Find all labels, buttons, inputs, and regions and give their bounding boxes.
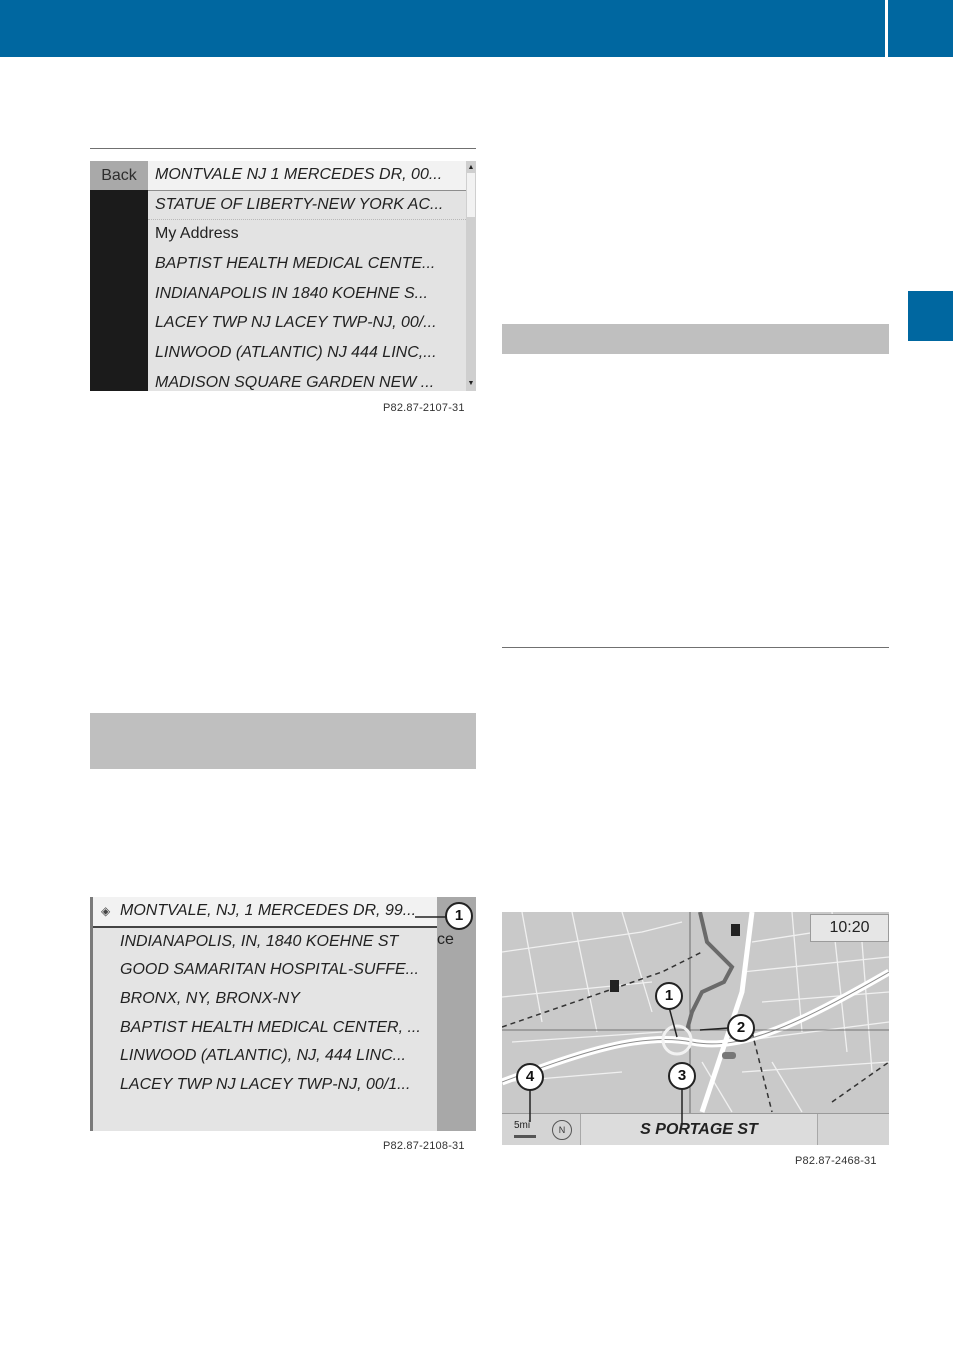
clock-display: 10:20 <box>810 914 889 942</box>
chapter-tab <box>908 291 953 341</box>
figure-code: P82.87-2468-31 <box>795 1155 877 1167</box>
callout-3: 3 <box>668 1062 696 1090</box>
list-item[interactable]: MONTVALE NJ 1 MERCEDES DR, 00... <box>148 161 466 191</box>
destination-list <box>93 897 437 1131</box>
list-item[interactable]: LACEY TWP NJ LACEY TWP-NJ, 00/... <box>155 314 437 332</box>
map-status-bar <box>502 1113 889 1145</box>
list-item[interactable]: STATUE OF LIBERTY-NEW YORK AC... <box>148 191 466 221</box>
header-bar <box>0 0 953 57</box>
list-item-label: MONTVALE, NJ, 1 MERCEDES DR, 99... <box>120 902 417 919</box>
scroll-up-icon[interactable]: ▲ <box>467 164 475 171</box>
list-item[interactable]: INDIANAPOLIS IN 1840 KOEHNE S... <box>155 284 428 302</box>
current-street-label: S PORTAGE ST <box>580 1114 818 1145</box>
map-scale-bar <box>514 1135 536 1138</box>
section-rule <box>502 647 889 648</box>
scrollbar-thumb[interactable] <box>467 173 475 217</box>
side-panel-text: ce <box>437 931 454 948</box>
list-item[interactable] <box>93 897 437 928</box>
list-item[interactable]: LINWOOD (ATLANTIC) NJ 444 LINC,... <box>155 344 437 362</box>
compass-icon[interactable]: N <box>552 1120 572 1140</box>
list-item[interactable]: BRONX, NY, BRONX-NY <box>120 990 300 1008</box>
list-item[interactable]: GOOD SAMARITAN HOSPITAL-SUFFE... <box>120 961 419 979</box>
scrollbar[interactable] <box>466 161 476 391</box>
list-item[interactable]: BAPTIST HEALTH MEDICAL CENTER, ... <box>120 1018 421 1036</box>
list-item[interactable]: BAPTIST HEALTH MEDICAL CENTE... <box>155 255 436 273</box>
destination-list <box>148 161 466 391</box>
scroll-down-icon[interactable]: ▼ <box>467 380 475 387</box>
section-band <box>90 713 476 769</box>
side-panel <box>437 897 476 1131</box>
destination-memory-screen <box>90 897 476 1131</box>
map-scale-label[interactable]: 5mi <box>514 1120 531 1131</box>
list-item[interactable]: LACEY TWP NJ LACEY TWP-NJ, 00/1... <box>120 1076 411 1094</box>
figure-code: P82.87-2107-31 <box>383 402 465 414</box>
list-item[interactable]: LINWOOD (ATLANTIC), NJ, 444 LINC... <box>120 1047 406 1065</box>
destination-pin-icon: ◈ <box>101 904 111 918</box>
callout-1: 1 <box>445 902 473 930</box>
section-band <box>502 324 889 354</box>
list-item[interactable]: My Address <box>155 225 239 243</box>
callout-4: 4 <box>516 1063 544 1091</box>
previous-destinations-screen <box>90 161 476 391</box>
header-divider <box>885 0 888 57</box>
callout-1: 1 <box>655 982 683 1010</box>
section-rule <box>90 148 476 149</box>
list-item[interactable]: MADISON SQUARE GARDEN NEW ... <box>155 373 435 391</box>
list-item[interactable]: INDIANAPOLIS, IN, 1840 KOEHNE ST <box>120 932 399 950</box>
figure-code: P82.87-2108-31 <box>383 1140 465 1152</box>
map-screen <box>502 912 889 1145</box>
callout-2: 2 <box>727 1014 755 1042</box>
map-canvas[interactable] <box>502 912 889 1145</box>
back-button[interactable]: Back <box>90 161 148 190</box>
